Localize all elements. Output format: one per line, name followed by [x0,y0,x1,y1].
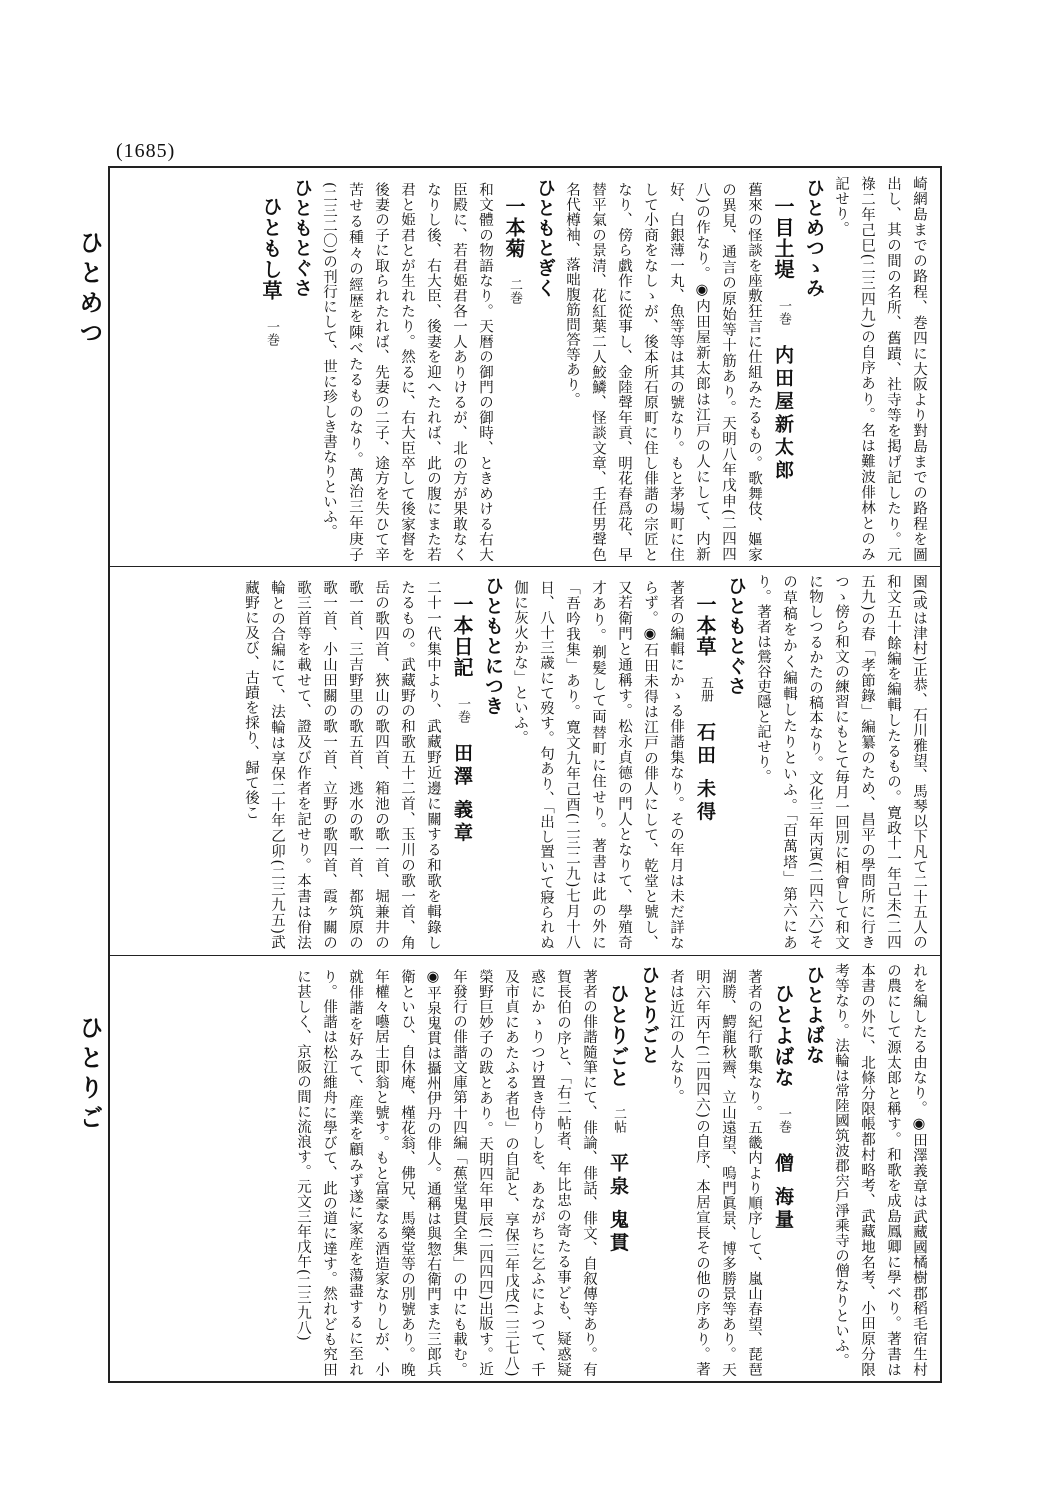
running-head-top: ひとめつ [75,230,104,350]
entry-heading: ひとよばな [803,965,825,1065]
band-2 [124,572,932,950]
entry-heading: ひともとぐさ [291,178,313,298]
entry-body: 和文體の物語なり。天暦の御門の御時、ときめける右大臣殿に、若君姫君各一人ありけるが、北の方が果敢なくなりし後、右大臣、後妻を迎へたれば、此の腹にまた若君と姫君とが生れたり。然るに、右大臣卒して後家督を後妻の子に取られたれば、先妻の二子、途方を失ひて辛苦せる種々の經歴を陳べたるものなり。萬治三年庚子(二三二〇)の刊行にして、世に珍しき書なりといふ。 [321,182,493,562]
entry-title: ひともし草 [259,196,283,301]
entry-hitomoshigusa [255,174,316,562]
entry-heading: ひともとにつき [482,576,504,716]
entry-body: 舊來の怪談を座敷狂言に仕組みたるもの。歌舞伎、嫗家の異見、通言の原始等十筋あり。天明八年戊申(二四四八)の作なり。◉内田屋新太郎は江戸の人にして、内新好、白銀薄一丸、魚等等は其の號なり。もと茅場町に住して小商をなしゝが、後本所石原町に住し俳諧の宗匠となり、傍ら戯作に從事し、金陸聲年貢、明花春爲花、早替平氣の景清、花紅葉二人鮫鱗、怪談文章、壬任男聲色名代樽袖、落咄腹筋問答等あり。 [564,182,762,562]
entry-author: 内田屋新太郎 [772,344,794,483]
continuation-text: 崎網島までの路程、巻四に大阪より對島までの路程を圖出し、其の間の名所、舊蹟、社寺等を掲げ記したり。元祿二年己巳(二三四九)の自序あり。名は難波俳林とのみ記せり。 [833,176,927,562]
entry-title: 一本菊 [502,196,526,259]
band-divider-1 [108,566,942,567]
band-2-columns [238,572,932,950]
entry-author: 田澤 義章 [451,742,473,846]
entry-volumes: 二帖 [611,1107,626,1134]
page-number: (1685) [116,140,176,162]
entry-title: 一本日記 [450,594,474,678]
entry-title: 一目土堤 [771,196,795,280]
running-head-bottom: ひとりご [75,1015,104,1135]
band-3-columns [290,961,932,1377]
entry-body: 著者の俳諧隨筆にて、俳論、俳話、俳文、自叙傳等あり。有賀長伯の序と、「右二帖者、年比忠の寄たる事ども、疑惑疑惑にかゝりつけ置き侍りしを、あながちに乞ふによつて、千及市貞にあたふる者也」の自記と、享保三年戊戌(二三七八)榮野巨妙子の跋とあり。天明四年甲辰(二四四四)出版す。近年發行の俳諧文庫第十四編「蕉堂鬼貫全集」の中にも載む。◉平泉鬼貫は攝州伊丹の俳人。通稱は與惣右衛門また三郎兵衛といひ、自休庵、槿花翁、佛兄、馬樂堂等の別號あり。晚年權々囈居士即翁と號す。もと富豪なる酒造家なりしが、小就俳諧を好みて、産業を顧みず遂に家産を蕩盡するに至れり。俳諧は松江維舟に學びて、此の道に達す。然れども究田に甚しく、京阪の間に流浪す。元文三年戊午(二三九八) [295,969,597,1377]
entry-hitomotogiku [316,174,559,562]
entry-author: 平泉 鬼貫 [607,1152,629,1256]
entry-title-line [450,572,474,950]
entry-title-line [693,572,717,950]
entry-hitometsutsumi [559,174,828,562]
entry-title-line [259,174,283,562]
entry-hitomotonikki [238,572,507,950]
entry-volumes: 一巻 [264,320,279,347]
entry-author: 石田 未得 [694,721,716,825]
entry-title: ひとよばな [771,983,795,1088]
entry-volumes: 五册 [698,676,713,703]
entry-title-line [771,961,795,1377]
entry-title: 一本草 [693,594,717,657]
entry-volumes: 二巻 [507,278,522,305]
entry-volumes: 一巻 [776,1107,791,1134]
band-1 [124,174,932,562]
entry-volumes: 一巻 [455,697,470,724]
continuation-text: 園(或は津村)正恭、石川雅望、馬琴以下凡て二十五人の和文五十餘編を編輯したるもの。寛政十一年己未(二四五九)の春「孝節錄」編纂のため、昌平の學問所に行きつゝ傍ら和文の練習にもとて毎月一回別に相會して和文に物しつるかたの稿本なり。文化三年丙寅(二四六六)その草稿をかく編輯したりといふ。「百萬塔」第六にあり。著者は鶯谷吏隱と記せり。 [755,574,927,950]
entry-body: 二十一代集中より、武藏野近邊に關する和歌を輯錄したるもの。武藏野の和歌五十二首、玉川の歌一首、角岳の歌四首、狹山の歌四首、箱池の歌一首、堀兼井の歌一首、三吉野里の歌五首、逃水の歌一首、都筑原の歌一首、小山田關の歌一首、立野の歌四首、霞ヶ關の歌三首等を載せて、證及び作者を記せり。本書は佾法輪との合編にて、法輪は享保二十年乙卯(二三九五)武藏野に及び、古蹟を採り、歸て後こ [243,580,441,950]
entry-title-line [771,174,795,562]
entry-heading: ひとりごと [638,965,660,1065]
entry-hitomotogusa [507,572,750,950]
entry-volumes: 一巻 [776,299,791,326]
band-1-columns [255,174,932,562]
entry-hitorigoto [290,961,663,1377]
entry-title-line [502,174,526,562]
entry-author: 僧 海量 [772,1152,794,1233]
entry-body: 著者の編輯にかゝる俳諧集なり。その年月は未だ詳ならず。◉石田未得は江戸の俳人にして、乾堂と號し、又若衛門と通稱す。松永貞德の門人となりて、學殖奇才あり。剃髪して両替町に住せり。著書は此の外に「吾吟我集」あり。寛文九年己酉(二三二九)七月十八日、八十三歳にて歿す。句あり、「出し置いて寢られぬ伽に灰火かな」といふ。 [512,580,684,950]
entry-heading: ひとめつゝみ [803,178,825,298]
entry-heading: ひともとぎく [534,178,556,298]
entry-title: ひとりごと [606,983,630,1088]
entry-title-line [606,961,630,1377]
entry-hitoyobana [663,961,828,1377]
entry-body: 著者の紀行歌集なり。五畿内より順序して、嵐山春望、琵琶湖勝、鰐龍秋霽、立山遠望、嗚門眞景、博多勝景等あり。天明六年丙午(二四四六)の自序、本居宣長その他の序あり。著者は近江の人なり。 [668,969,762,1377]
band-divider-2 [108,955,942,956]
continuation-text: れを編したる由なり。◉田澤義章は武藏國橘樹郡稻毛宿生村の農にして源太郎と稱す。和歌を成島鳳卿に學べり。著書は本書の外に、北條分限帳都村略考、武藏地名考、小田原分限考等なり。法輪は常陸國筑波郡宍戶淨乘寺の僧なりといふ。 [833,963,927,1377]
entry-heading: ひともとぐさ [725,576,747,696]
band-3 [124,961,932,1377]
